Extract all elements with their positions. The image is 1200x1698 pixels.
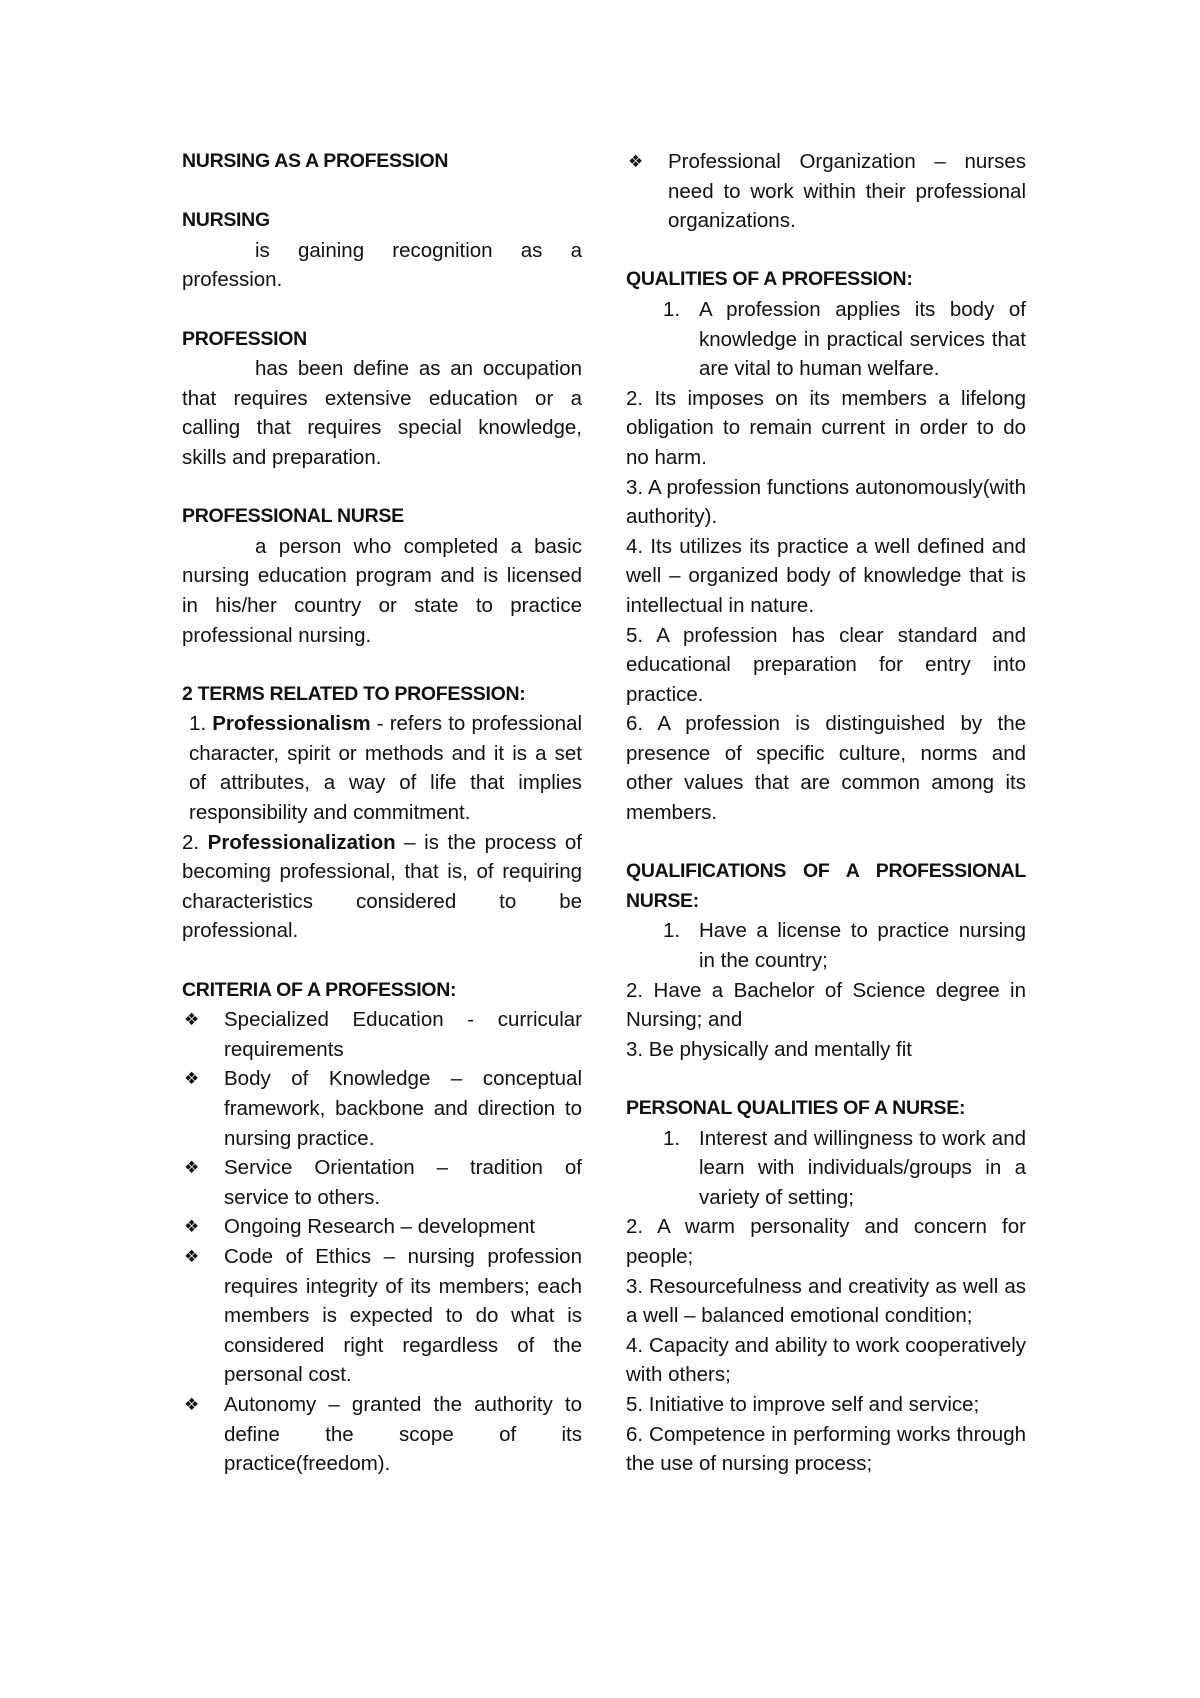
term-text: - refers to professional character, spirit or methods and it is a set of attributes, a way of life that implies responsibility and commitment. (189, 712, 582, 825)
profession-heading: PROFESSION (182, 327, 307, 350)
list-item: ❖ Autonomy – granted the authority to define the scope of its practice(freedom). (182, 1390, 582, 1479)
diamond-bullet-icon: ❖ (184, 1217, 200, 1237)
diamond-bullet-icon: ❖ (628, 152, 644, 171)
profession-definition: has been define as an occupation that requires extensive education or a calling that requires special knowledge, skills and preparation. (182, 357, 582, 469)
term-text: – is the process of becoming professional, that is, of requiring characteristics considered to be professional. (182, 830, 582, 943)
document-title: NURSING AS A PROFESSION (182, 150, 449, 172)
diamond-bullet-icon: ❖ (184, 1158, 200, 1178)
list-item: 2. Have a Bachelor of Science degree in Nursing; and (626, 978, 1026, 1032)
term-item: 2. Professionalization – is the process of becoming professional, that is, of requiring characteristics considered to be professional. (182, 830, 582, 943)
list-item: 2. A warm personality and concern for people; (626, 1215, 1026, 1268)
list-item: 3. A profession functions autonomously(with authority). (626, 475, 1026, 529)
terms-heading: 2 TERMS RELATED TO PROFESSION: (182, 682, 526, 705)
diamond-bullet-icon: ❖ (184, 1246, 200, 1266)
list-item: ❖ Specialized Education - curricular requirements (182, 1005, 582, 1064)
list-item: 6. A profession is distinguished by the presence of specific culture, norms and other values that are common among its members. (626, 712, 1026, 825)
personal-qualities-heading: PERSONAL QUALITIES OF A NURSE: (626, 1097, 966, 1119)
nursing-heading: NURSING (182, 209, 270, 232)
list-item: 1. Interest and willingness to work and learn with individuals/groups in a variety of setting; (663, 1126, 1026, 1209)
qualities-heading: QUALITIES OF A PROFESSION: (626, 268, 913, 291)
list-item: 3. Be physically and mentally fit (626, 1037, 912, 1061)
list-item: 4. Its utilizes its practice a well defined and well – organized body of knowledge that is intellectual in nature. (626, 534, 1026, 617)
list-item: ❖ Ongoing Research – development (182, 1212, 582, 1242)
list-item: 5. A profession has clear standard and educational preparation for entry into practice. (626, 623, 1026, 706)
diamond-bullet-icon: ❖ (184, 1394, 200, 1414)
left-column (182, 147, 582, 1479)
term-name: Professionalism (212, 712, 371, 736)
diamond-bullet-icon: ❖ (184, 1069, 200, 1089)
term-item: 1. Professionalism - refers to professional character, spirit or methods and it is a set of attributes, a way of life that implies responsibility and commitment. (189, 712, 582, 825)
criteria-heading: CRITERIA OF A PROFESSION: (182, 978, 457, 1001)
list-item: ❖ Service Orientation – tradition of service to others. (182, 1153, 582, 1212)
list-item: 4. Capacity and ability to work cooperatively with others; (626, 1333, 1026, 1387)
qualifications-heading: QUALIFICATIONS OF A PROFESSIONAL NURSE: (626, 860, 1026, 912)
criteria-list (182, 1005, 582, 1479)
nursing-definition: is gaining recognition as a profession. (182, 238, 582, 292)
terms-list (182, 709, 582, 946)
list-item: 1. A profession applies its body of knowledge in practical services that are vital to human welfare. (663, 297, 1026, 381)
list-item: 3. Resourcefulness and creativity as well as a well – balanced emotional condition; (626, 1274, 1026, 1328)
list-item: ❖ Body of Knowledge – conceptual framework, backbone and direction to nursing practice. (182, 1064, 582, 1153)
diamond-bullet-icon: ❖ (184, 1010, 200, 1030)
right-column (626, 147, 1026, 1479)
term-name: Professionalization (207, 830, 396, 854)
list-item: 5. Initiative to improve self and service; (626, 1392, 980, 1416)
list-item: 2. Its imposes on its members a lifelong obligation to remain current in order to do no harm. (626, 386, 1026, 469)
professional-nurse-definition: a person who completed a basic nursing education program and is licensed in his/her country or state to practice professional nursing. (182, 534, 582, 647)
list-item: 1. Have a license to practice nursing in the country; (663, 919, 1026, 973)
criteria-list-continued (626, 147, 1026, 236)
list-item: ❖ Code of Ethics – nursing profession requires integrity of its members; each members is expected to do what is considered right regardless of the personal cost. (182, 1242, 582, 1390)
professional-nurse-heading: PROFESSIONAL NURSE (182, 505, 404, 528)
list-item: 6. Competence in performing works through the use of nursing process; (626, 1422, 1026, 1476)
list-item: ❖ Professional Organization – nurses need to work within their professional organizations. (626, 147, 1026, 236)
